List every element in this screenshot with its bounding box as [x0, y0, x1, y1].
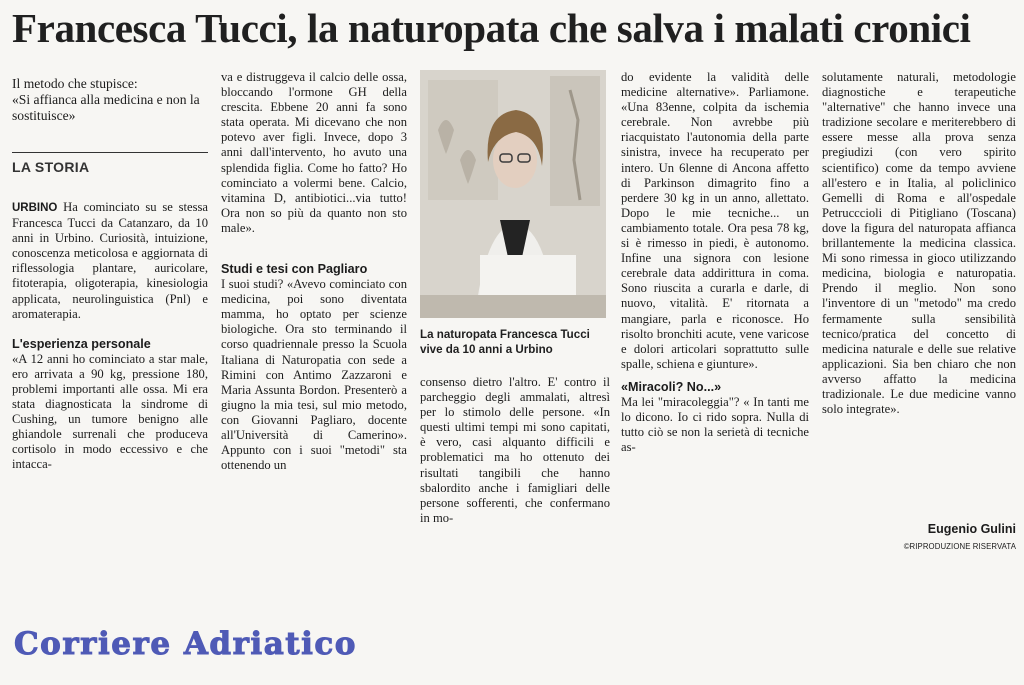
kicker	[12, 76, 208, 124]
lead-text: Ha cominciato su se stessa Francesca Tucci da Catanzaro, da 10 anni in Urbino. Curiosità, intuizione, conoscenza meticolosa e aggiornata di riflessologia plantare, auricolare, fitoterapia, oligoterapia, kinesiologia applicata, neurolinguistica (Pnl) e aromaterapia.	[12, 200, 208, 321]
kicker-line-2: «Si affianca alla medicina e non la sostituisce»	[12, 92, 200, 123]
column-2-paragraph-2: I suoi studi? «Avevo cominciato con medicina, poi sono diventata mamma, ho optato per scienze biologiche. Ora sto terminando il corso quadriennale presso la Scuola Italiana di Naturopatia con sede a Rimini con Antimo Zazzaroni e Maria Assunta Bordon. Presenterò a giugno la mia tesi, sul mio metodo, con Giovanni Pagliaro, docente all'Università di Camerino». Appunto con i suoi "metodi" sta ottenendo un	[221, 277, 407, 473]
subhead-personal-experience: L'esperienza personale	[12, 336, 151, 351]
column-3-paragraph-1: consenso dietro l'altro. E' contro il parcheggio degli ammalati, altresì per lo stimolo delle persone. «In questi ultimi tempi mi sono capitati, è vero, casi alquanto difficili e problematici ma ho ottenuto dei risultati tangibili che hanno sbalordito anche i famigliari delle persone sofferenti, che confermano in mo-	[420, 375, 610, 525]
column-1-paragraph-1	[12, 200, 208, 322]
headline: Francesca Tucci, la naturopata che salva i malati cronici	[12, 5, 971, 51]
column-2	[221, 70, 407, 473]
column-4	[621, 70, 809, 455]
subhead-studies: Studi e tesi con Pagliaro	[221, 262, 368, 277]
column-1	[12, 200, 208, 473]
column-4-paragraph-1: do evidente la validità delle medicine alternative». Parliamone. «Una 83enne, colpita da ischemia cerebrale. Non avrebbe più riacquistato l'autonomia della parte sinistra, invece ha recuperato per intero. Un 6lenne di Ancona affetto di Parkinson dimagrito fino a perdere 30 kg in un anno, allettato. Dopo le mie tecniche... un cambiamento totale. Ora pesa 78 kg, si è rimesso in piedi, è autonomo. Infine una signora con lesione cerebrale data addirittura in coma. Sono riuscita a curarla e darle, di nuovo, vitalità. E' ritornata a mangiare, parla e riconosce. Ho risolto bronchiti acute, vene varicose e dolori articolari soprattutto sulle spalle, schiena e giunture».	[621, 70, 809, 371]
rubric: LA STORIA	[12, 152, 208, 175]
kicker-line-1: Il metodo che stupisce:	[12, 76, 138, 91]
subhead-miracles: «Miracoli? No...»	[621, 379, 722, 394]
photo-caption: La naturopata Francesca Tucci vive da 10 anni a Urbino	[420, 328, 590, 356]
column-1-paragraph-2: «A 12 anni ho cominciato a star male, ero arrivata a 90 kg, pressione 180, problemi importanti alle ossa. Mi era stata diagnosticata la sindrome di Cushing, un tumore benigno alle ghiandole surrenali che produceva cortisolo in modo eccessivo e che intacca-	[12, 351, 208, 472]
byline: Eugenio Gulini	[927, 522, 1016, 536]
column-2-paragraph-1: va e distruggeva il calcio delle ossa, bloccando l'ormone GH della crescita. Ebbene 20 anni fa sono stata operata. Mi dicevano che non potevo aver figli. Invece, dopo 3 anni dall'intervento, ho avuto una splendida figlia. Come ho fatto? Ho cominciato a volermi bene. Calcio, vitamina D, antibiotici...via tutto! Ora non so più da quanto non sto male».	[221, 70, 407, 235]
column-5-paragraph-1: solutamente naturali, metodologie diagnostiche e terapeutiche "alternative" che hanno invece una tradizione secolare e meriterebbero di essere messe alla prova senza pregiudizi (con vero spirito scientifico) come da tempo avviene all'estero e in Italia, al policlinico Gemelli di Roma e all'ospedale Petrucccioli di Pitigliano (Toscana) dove la figura del naturopata affianca brillantemente la medicina classica. Mi sono rimessa in gioco utilizzando medicina, biologia e naturopatia. Prendo il meglio. Non sono l'inventore di un "metodo" ma credo fermamente sulla sensibilità tecnico/pratica del concetto di medicina naturale e delle sue relative applicazioni. Sia ben chiaro che non avverso affatto la medicina tradizionale. Le due medicine vanno solo integrate».	[822, 70, 1016, 417]
portrait-photo	[420, 70, 606, 318]
column-3	[420, 375, 610, 526]
portrait-photo-illustration	[420, 70, 606, 318]
copyright-notice: ©RIPRODUZIONE RISERVATA	[903, 542, 1016, 551]
column-5	[822, 70, 1016, 417]
masthead-logo: Corriere Adriatico	[14, 626, 357, 662]
column-4-paragraph-2: Ma lei "miracoleggia"? « In tanti me lo dicono. Io ci rido sopra. Nulla di tutto ciò se non la serietà di tecniche as-	[621, 394, 809, 455]
dateline: URBINO	[12, 202, 58, 214]
